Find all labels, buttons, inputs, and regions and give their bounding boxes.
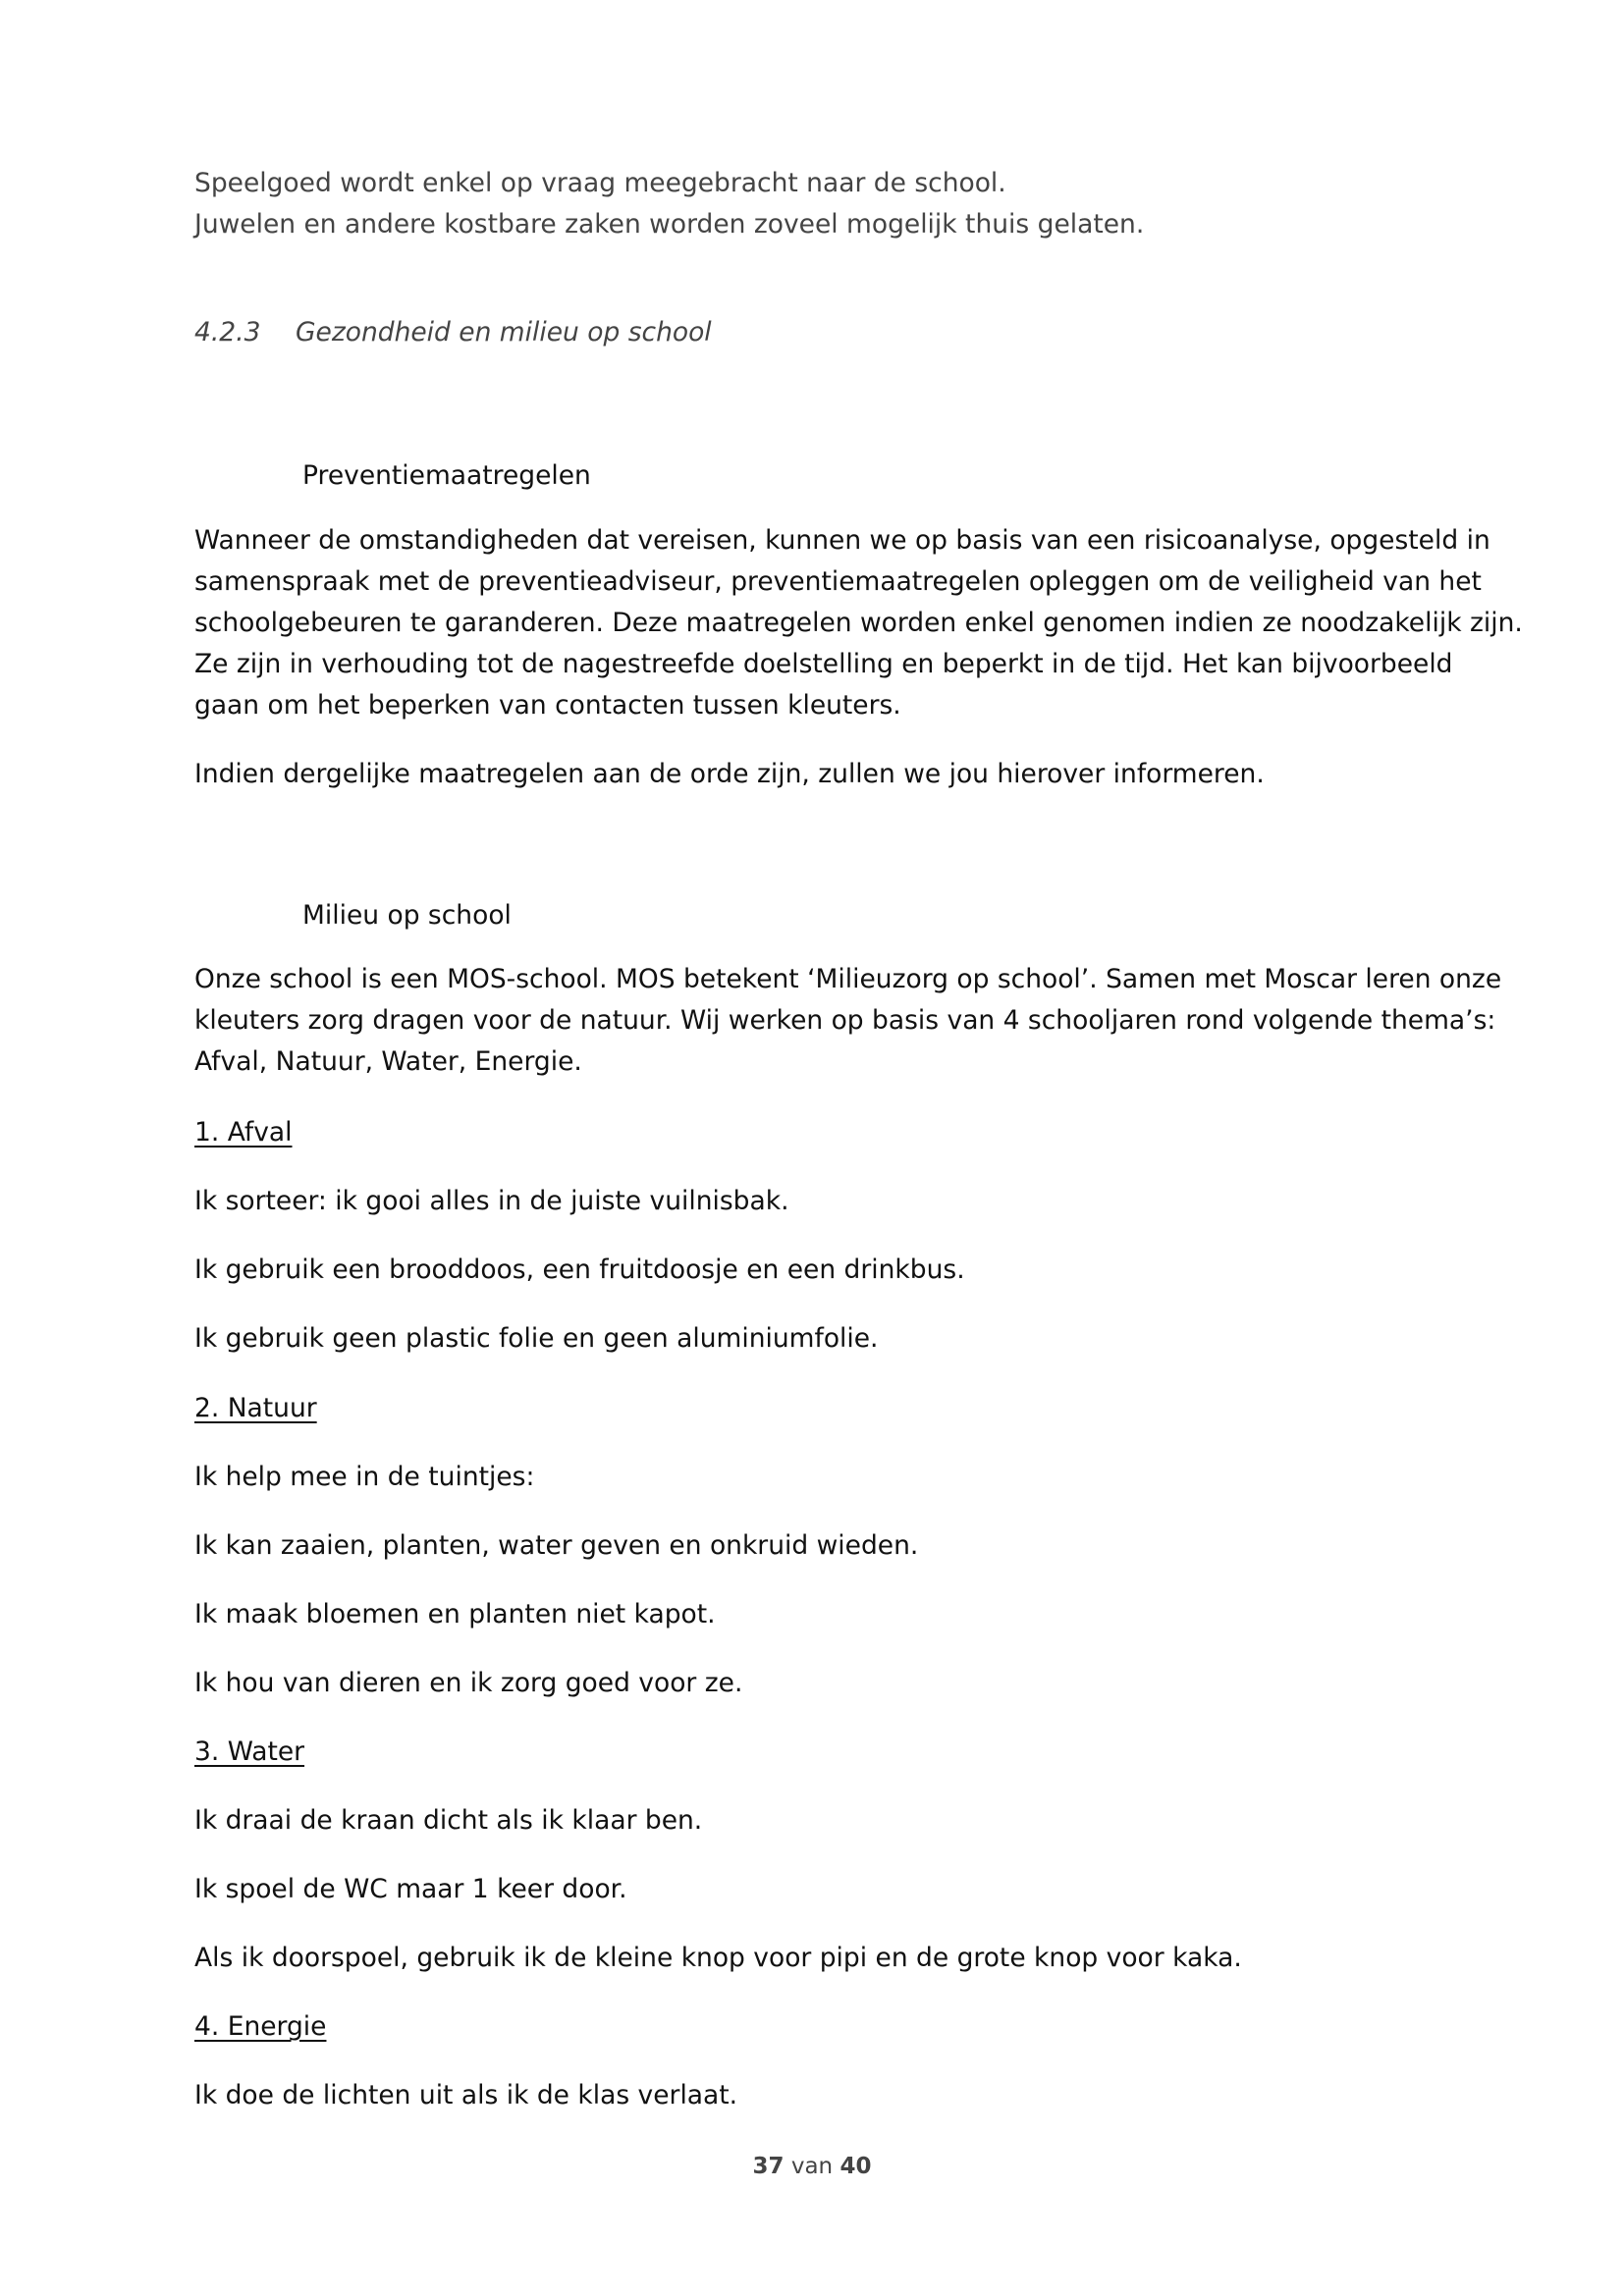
theme-title-energie: 4. Energie xyxy=(194,2011,327,2042)
theme-title-water: 3. Water xyxy=(194,1736,305,1767)
prevention-note: Indien dergelijke maatregelen aan de orde zijn, zullen we jou hierover informeren. xyxy=(194,759,1265,789)
paragraph-line: schoolgebeuren te garanderen. Deze maatregelen worden enkel genomen indien ze noodzakelijk zijn. xyxy=(194,608,1523,638)
paragraph-line: Onze school is een MOS-school. MOS betekent ‘Milieuzorg op school’. Samen met Moscar leren onze xyxy=(194,964,1502,994)
page-separator: van xyxy=(790,2154,834,2179)
theme-title-natuur: 2. Natuur xyxy=(194,1393,317,1423)
theme-title-afval: 1. Afval xyxy=(194,1117,293,1148)
list-item: Ik spoel de WC maar 1 keer door. xyxy=(194,1874,627,1904)
intro-line: Juwelen en andere kostbare zaken worden zoveel mogelijk thuis gelaten. xyxy=(194,209,1145,240)
page-footer xyxy=(0,2154,1624,2179)
subtitle-prevention: Preventiemaatregelen xyxy=(302,460,591,491)
prevention-paragraph xyxy=(194,520,1523,726)
environment-paragraph xyxy=(194,959,1502,1083)
paragraph-line: gaan om het beperken van contacten tussen kleuters. xyxy=(194,690,901,721)
list-item: Ik hou van dieren en ik zorg goed voor ze. xyxy=(194,1668,743,1698)
section-number: 4.2.3 xyxy=(194,317,261,347)
paragraph-line: kleuters zorg dragen voor de natuur. Wij werken op basis van 4 schooljaren rond volgende thema’s: xyxy=(194,1005,1496,1036)
list-item: Ik draai de kraan dicht als ik klaar ben. xyxy=(194,1805,703,1836)
paragraph-line: Afval, Natuur, Water, Energie. xyxy=(194,1046,582,1077)
list-item: Ik sorteer: ik gooi alles in de juiste vuilnisbak. xyxy=(194,1186,789,1216)
intro-line: Speelgoed wordt enkel op vraag meegebracht naar de school. xyxy=(194,168,1006,198)
page-number: 37 xyxy=(752,2154,785,2179)
list-item: Als ik doorspoel, gebruik ik de kleine knop voor pipi en de grote knop voor kaka. xyxy=(194,1943,1242,1973)
list-item: Ik gebruik geen plastic folie en geen aluminiumfolie. xyxy=(194,1323,879,1354)
paragraph-line: Ze zijn in verhouding tot de nagestreefde doelstelling en beperkt in de tijd. Het kan bijvoorbeeld xyxy=(194,649,1453,679)
intro-paragraph xyxy=(194,163,1471,245)
page-total: 40 xyxy=(839,2154,872,2179)
section-heading xyxy=(194,312,1471,353)
paragraph-line: Wanneer de omstandigheden dat vereisen, kunnen we op basis van een risicoanalyse, opgesteld in xyxy=(194,525,1490,556)
section-title: Gezondheid en milieu op school xyxy=(296,317,712,347)
list-item: Ik help mee in de tuintjes: xyxy=(194,1462,535,1492)
paragraph-line: samenspraak met de preventieadviseur, preventiemaatregelen opleggen om de veiligheid van het xyxy=(194,566,1482,597)
list-item: Ik gebruik een brooddoos, een fruitdoosje en een drinkbus. xyxy=(194,1255,965,1285)
subtitle-environment: Milieu op school xyxy=(302,900,512,931)
list-item: Ik maak bloemen en planten niet kapot. xyxy=(194,1599,716,1629)
list-item: Ik doe de lichten uit als ik de klas verlaat. xyxy=(194,2080,738,2110)
list-item: Ik kan zaaien, planten, water geven en onkruid wieden. xyxy=(194,1530,919,1561)
